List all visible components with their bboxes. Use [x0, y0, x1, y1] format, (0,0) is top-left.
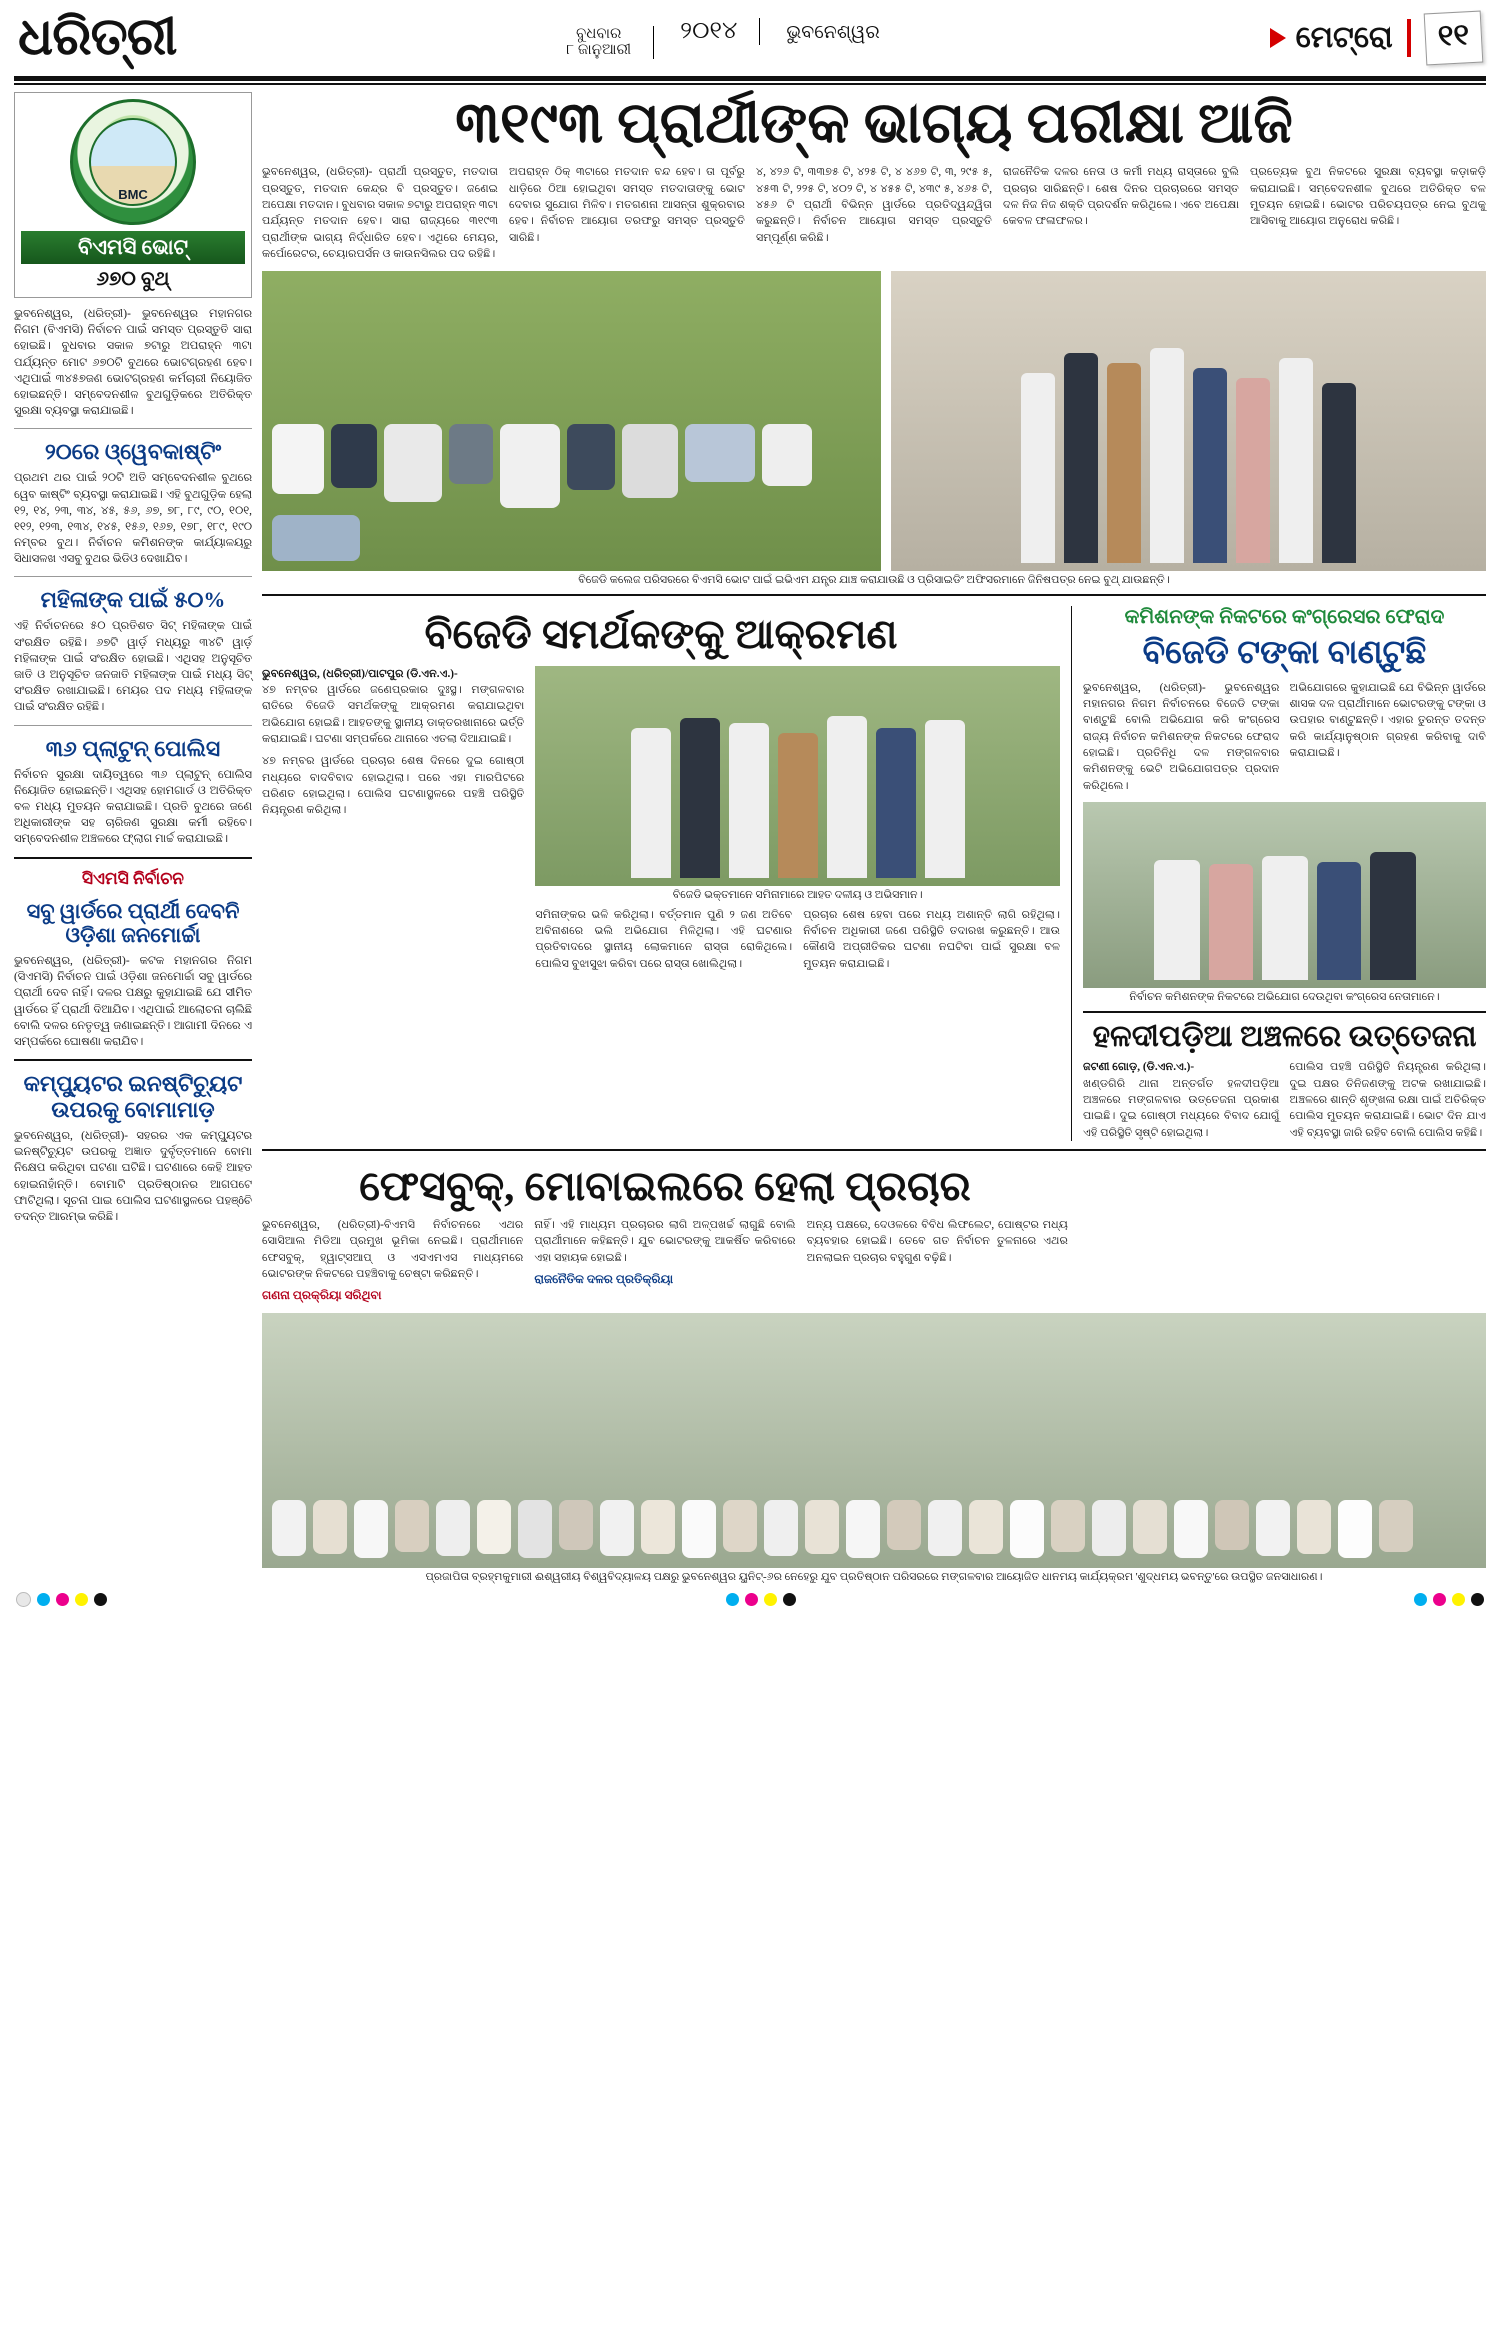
- facebook-text-1: ଭୁବନେଶ୍ୱର, (ଧରିତ୍ରୀ)-ବିଏମସି ନିର୍ବାଚନରେ ଏଥର ସୋସିଆଲ ମିଡିଆ ପ୍ରମୁଖ ଭୂମିକା ନେଇଛି। ପ୍ରାର୍ଥୀମାନେ ଫେସବୁକ୍, ହ୍ୱାଟ୍ସଆପ୍ ଓ ଏସଏମଏସ ମାଧ୍ୟମରେ ଭୋଟରଙ୍କ ନିକଟରେ ପହଞ୍ଚିବାକୁ ଚେଷ୍ଟା କରିଛନ୍ତି।: [262, 1218, 524, 1281]
- registration-marks: [14, 1584, 1486, 1611]
- photo-figures: [262, 271, 881, 571]
- photo-bjd-supporters: [535, 666, 1060, 886]
- newspaper-logo: ଧରିତ୍ରୀ: [18, 9, 177, 66]
- congress-story: [1083, 606, 1486, 1140]
- divider: [262, 1149, 1486, 1151]
- reg-dot-cyan: [726, 1593, 739, 1606]
- reg-dot-yellow: [764, 1593, 777, 1606]
- badge-subtitle: ୬୭୦ ବୁଥ୍: [96, 268, 170, 290]
- facebook-headline: ଫେସବୁକ୍, ମୋବାଇଲରେ ହେଲା ପ୍ରଚାର: [359, 1162, 971, 1209]
- congress-kicker: କମିଶନଙ୍କ ନିକଟରେ କଂଗ୍ରେସର ଫେରାଦ: [1124, 606, 1445, 629]
- left-text-3: ନିର୍ବାଚନ ସୁରକ୍ଷା ଦାୟିତ୍ୱରେ ୩୬ ପ୍ଲାଟୁନ୍ ପୋଲିସ ନିୟୋଜିତ ହୋଇଛନ୍ତି। ଏଥିସହ ହୋମଗାର୍ଡ ଓ ଅତିରିକ୍ତ ବଳ ମଧ୍ୟ ମୁତୟନ କରାଯାଇଛି। ପ୍ରତି ବୁଥରେ ଜଣେ ଅଧିକାରୀଙ୍କ ସହ ଚାରିଜଣ ସୁରକ୍ଷା କର୍ମୀ ରହିବେ। ସମ୍ବେଦନଶୀଳ ଅଞ୍ଚଳରେ ଫ୍ଲାଗ ମାର୍ଚ୍ଚ କରାଯାଇଛି।: [14, 768, 252, 846]
- photo-figures: [535, 666, 1060, 886]
- bmc-seal-icon: [70, 99, 196, 225]
- lead-text-3: ୪, ୪୨୬ ଟି, ୩୩୭୫ ଟି, ୪୨୫ ଟି, ୪ ୪୬୭ ଟି, ୩, ୨୯୫ ୫, ୪୫୩ ଟି, ୨୨୫ ଟି, ୪୦୨ ଟି, ୪ ୪୫୫ ଟି, ୪୩୯ ୫, ୪୬୫ ଟି, ୪୫୬ ଟି ପ୍ରାର୍ଥୀ ବିଭିନ୍ନ ୱାର୍ଡରେ ପ୍ରତିଦ୍ୱନ୍ଦ୍ୱିତା କରୁଛନ୍ତି। ନିର୍ବାଚନ ଆୟୋଗ ସମସ୍ତ ପ୍ରସ୍ତୁତି ସମ୍ପୂର୍ଣ୍ଣ କରିଛି।: [756, 166, 992, 244]
- bottom-photo-caption: ପ୍ରଜାପିତା ବ୍ରହ୍ମକୁମାରୀ ଈଶ୍ୱରୀୟ ବିଶ୍ୱବିଦ୍ୟାଳୟ ପକ୍ଷରୁ ଭୁବନେଶ୍ୱର ୟୁନିଟ୍-୬ର ନେହେରୁ ଯୁବ ପ୍ରତିଷ୍ଠାନ ପରିସରରେ ମଙ୍ଗଳବାର ଆୟୋଜିତ ଧାନମୟ କାର୍ଯ୍ୟକ୍ରମ 'ଶୁଦ୍ଧମୟ ଭବନ୍ତୁ'ରେ ଉପସ୍ଥିତ ଜନସାଧାରଣ।: [425, 1571, 1323, 1584]
- lead-text-5: ପ୍ରତ୍ୟେକ ବୁଥ ନିକଟରେ ସୁରକ୍ଷା ବ୍ୟବସ୍ଥା କଡ଼ାକଡ଼ି କରାଯାଇଛି। ସମ୍ବେଦନଶୀଳ ବୁଥରେ ଅତିରିକ୍ତ ବଳ ମୁତୟନ ହୋଇଛି। ଭୋଟର ପରିଚୟପତ୍ର ନେଇ ବୁଥକୁ ଆସିବାକୁ ଆୟୋଗ ଅନୁରୋଧ କରିଛି।: [1250, 166, 1486, 228]
- photo-brahmakumari-event: [262, 1313, 1486, 1568]
- left-text-2: ଏହି ନିର୍ବାଚନରେ ୫୦ ପ୍ରତିଶତ ସିଟ୍ ମହିଳାଙ୍କ ପାଇଁ ସଂରକ୍ଷିତ ରହିଛି। ୬୭ଟି ୱାର୍ଡ଼ ମଧ୍ୟରୁ ୩୪ଟି ୱାର୍ଡ଼ ମହିଳାଙ୍କ ପାଇଁ ସଂରକ୍ଷିତ ହୋଇଛି। ଏଥିସହ ଅନୁସୂଚିତ ଜାତି ଓ ଅନୁସୂଚିତ ଜନଜାତି ମହିଳାଙ୍କ ପାଇଁ ମଧ୍ୟ ସିଟ୍ ସଂରକ୍ଷିତ ରଖାଯାଇଛି। ମେୟର ପଦ ମଧ୍ୟ ମହିଳାଙ୍କ ପାଇଁ ସଂରକ୍ଷିତ ରହିଛି।: [14, 620, 252, 714]
- photo-congress-delegation: [1083, 802, 1486, 988]
- facebook-columns: [262, 1217, 1068, 1303]
- photo-figures: [891, 271, 1486, 571]
- attack-text-2: ୪୭ ନମ୍ବର ୱାର୍ଡରେ ପ୍ରଚାର ଶେଷ ଦିନରେ ଦୁଇ ଗୋଷ୍ଠୀ ମଧ୍ୟରେ ବାଦବିବାଦ ହୋଇଥିଲା। ପରେ ଏହା ମାରପିଟରେ ପରିଣତ ହୋଇଥିଲା। ପୋଲିସ ଘଟଣାସ୍ଥଳରେ ପହଞ୍ଚି ପରିସ୍ଥିତି ନିୟନ୍ତ୍ରଣ କରିଥିଲା।: [262, 755, 525, 817]
- photo-row-1: [262, 271, 1486, 571]
- lead-text-2: ଅପରାହ୍ନ ଠିକ୍ ୩ଟାରେ ମତଦାନ ବନ୍ଦ ହେବ। ତା ପୂର୍ବରୁ ଧାଡ଼ିରେ ଠିଆ ହୋଇଥିବା ସମସ୍ତ ମତଦାତାଙ୍କୁ ଭୋଟ ଦେବାର ସୁଯୋଗ ମିଳିବ। ମତଗଣନା ଆସନ୍ତା ଶୁକ୍ରବାର ହେବ। ନିର୍ବାଚନ ଆୟୋଗ ତରଫରୁ ସମସ୍ତ ପ୍ରସ୍ତୁତି ସାରିଛି।: [509, 166, 745, 244]
- haldipadia-text-2: ପୋଲିସ ପହଞ୍ଚି ପରିସ୍ଥିତି ନିୟନ୍ତ୍ରଣ କରିଥିଲା। ଦୁଇ ପକ୍ଷର ତିନିଜଣଙ୍କୁ ଅଟକ ରଖାଯାଇଛି। ଅଞ୍ଚଳରେ ଶାନ୍ତି ଶୃଙ୍ଖଳା ରକ୍ଷା ପାଇଁ ଅତିରିକ୍ତ ପୋଲିସ ମୁତୟନ କରାଯାଇଛି। ଭୋଟ ଦିନ ଯାଏ ଏହି ବ୍ୟବସ୍ଥା ଜାରି ରହିବ ବୋଲି ପୋଲିସ କହିଛି।: [1289, 1061, 1486, 1139]
- lead-col-1: [262, 164, 498, 262]
- page-body: [14, 92, 1486, 1584]
- congress-headline: ବିଜେଡି ଟଙ୍କା ବାଣ୍ଟୁଛି: [1142, 635, 1427, 672]
- attack-headline: ବିଜେଡି ସମର୍ଥକଙ୍କୁ ଆକ୍ରମଣ: [424, 611, 898, 658]
- main-column: [262, 92, 1486, 1584]
- photo-officers-walking: [891, 271, 1486, 571]
- reg-dot-magenta: [745, 1593, 758, 1606]
- attack-text-1: ୪୭ ନମ୍ବର ୱାର୍ଡରେ ଜଣେପ୍ରକାର ଦୁଃସ୍ଥ। ମଙ୍ଗଳବାର ରାତିରେ ବିଜେଡି ସମର୍ଥକଙ୍କୁ ଆକ୍ରମଣ କରାଯାଇଥିବା ଅଭିଯୋଗ ହୋଇଛି। ଆହତଙ୍କୁ ସ୍ଥାନୀୟ ଡାକ୍ତରଖାନାରେ ଭର୍ତ୍ତି କରାଯାଇଛି। ଘଟଣା ସମ୍ପର୍କରେ ଥାନାରେ ଏତଲା ଦିଆଯାଇଛି।: [262, 683, 525, 745]
- left-column: [14, 92, 252, 1584]
- bmc-badge: [14, 92, 252, 298]
- photo-evm-check: [262, 271, 881, 571]
- left-head-1: ୨୦ରେ ଓ୍ୱେବକାଷ୍ଟିଂ: [44, 439, 222, 465]
- masthead: [14, 0, 1486, 72]
- masthead-rule-thin: [14, 83, 1486, 85]
- publication-daymonth: ୮ ଜାନୁଆରୀ: [566, 42, 632, 58]
- congress-photo-caption: ନିର୍ବାଚନ କମିଶନଙ୍କ ନିକଟରେ ଅଭିଯୋଗ ଦେଉଥିବା କଂଗ୍ରେସ ନେତାମାନେ।: [1129, 991, 1440, 1004]
- left-kicker-4: ସିଏମସି ନିର୍ବାଚନ: [81, 868, 185, 888]
- photo-caption-1: ବିଜେଡି କଲେଜ ପରିସରରେ ବିଏମସି ଭୋଟ ପାଇଁ ଇଭିଏମ ଯନ୍ତ୍ର ଯାଞ୍ଚ କରାଯାଉଛି ଓ ପ୍ରିସାଇଡିଂ ଅଫିସରମାନେ ଜିନିଷପତ୍ର ନେଇ ବୁଥ୍ ଯାଉଛନ୍ତି।: [578, 574, 1170, 587]
- reg-dot-magenta: [1433, 1593, 1446, 1606]
- publication-year: ୨୦୧୪: [680, 18, 760, 45]
- reg-dot: [16, 1592, 31, 1607]
- facebook-text-2: ନାହିଁ। ଏହି ମାଧ୍ୟମ ପ୍ରଚାରର ଲାଗି ଅଳ୍ପଖର୍ଚ୍ଚ ଲାଗୁଛି ବୋଲି ପ୍ରାର୍ଥୀମାନେ କହିଛନ୍ତି। ଯୁବ ଭୋଟରଙ୍କୁ ଆକର୍ଷିତ କରିବାରେ ଏହା ସହାୟକ ହୋଇଛି।: [534, 1218, 796, 1264]
- red-divider: [1407, 19, 1411, 57]
- left-intro-text: ଭୁବନେଶ୍ୱର, (ଧରିତ୍ରୀ)- ଭୁବନେଶ୍ୱର ମହାନଗର ନିଗମ (ବିଏମସି) ନିର୍ବାଚନ ପାଇଁ ସମସ୍ତ ପ୍ରସ୍ତୁତି ସାରା ହୋଇଛି। ବୁଧବାର ସକାଳ ୭ଟାରୁ ଅପରାହ୍ନ ୩ଟା ପର୍ଯ୍ୟନ୍ତ ମୋଟ ୬୭୦ଟି ବୁଥରେ ଭୋଟଗ୍ରହଣ ହେବ। ଏଥିପାଇଁ ୩୪୫୭ଜଣ ଭୋଟଗ୍ରହଣ କର୍ମଚାରୀ ନିୟୋଜିତ ହୋଇଛନ୍ତି। ସମ୍ବେଦନଶୀଳ ବୁଥଗୁଡ଼ିକରେ ଅତିରିକ୍ତ ସୁରକ୍ଷା ବ୍ୟବସ୍ଥା କରାଯାଇଛି।: [14, 308, 252, 418]
- congress-text-1: ଭୁବନେଶ୍ୱର, (ଧରିତ୍ରୀ)- ଭୁବନେଶ୍ୱର ମହାନଗର ନିଗମ ନିର୍ବାଚନରେ ବିଜେଡି ଟଙ୍କା ବାଣ୍ଟୁଛି ବୋଲି ଅଭିଯୋଗ କରି କଂଗ୍ରେସ ରାଜ୍ୟ ନିର୍ବାଚନ କମିଶନଙ୍କ ନିକଟରେ ଫେରାଦ ହୋଇଛି। ପ୍ରତିନିଧି ଦଳ ମଙ୍ଗଳବାର କମିଶନଙ୍କୁ ଭେଟି ଅଭିଯୋଗପତ୍ର ପ୍ରଦାନ କରିଥିଲେ।: [1083, 681, 1280, 792]
- reg-dot-yellow: [1452, 1593, 1465, 1606]
- photo-figures: [1083, 802, 1486, 988]
- lead-col-2: [509, 164, 745, 262]
- attack-columns: [262, 666, 1060, 972]
- haldipadia-dateline: ଜଟଣୀ ଗୋଡ଼, (ଡି.ଏନ.ଏ.)-: [1083, 1061, 1195, 1074]
- attack-text-4: ପ୍ରଚାର ଶେଷ ହେବା ପରେ ମଧ୍ୟ ଅଶାନ୍ତି ଲାଗି ରହିଥିଲା। ନିର୍ବାଚନ ଅଧିକାରୀ ଜଣେ ପରିସ୍ଥିତି ତଦାରଖ କରୁଛନ୍ତି। ଆଉ କୌଣସି ଅପ୍ରୀତିକର ଘଟଣା ନଘଟିବା ପାଇଁ ସୁରକ୍ଷା ବଳ ମୁତୟନ କରାଯାଇଛି।: [803, 908, 1061, 970]
- left-head-2: ମହିଳାଙ୍କ ପାଇଁ ୫୦%: [40, 587, 226, 613]
- attack-text-3: ସମିନାଙ୍କର ଭଳି କରିଥିଲା। ବର୍ତ୍ତମାନ ପୁଣି ୨ ଜଣ ଅତିବେ ଅବିନାଶରେ ଭଲି ଅଭିଯୋଗ ମିଳିଥିଲା। ଏହି ଘଟଣାର ପ୍ରତିବାଦରେ ସ୍ଥାନୀୟ ଲୋକମାନେ ରାସ୍ତା ରୋକିଥିଲେ। ପୋଲିସ ବୁଝାସୁଝା କରିବା ପରେ ରାସ୍ତା ଖୋଲିଥିଲା।: [535, 908, 793, 970]
- mid-section: [262, 606, 1486, 1140]
- publication-city: ଭୁବନେଶ୍ୱର: [786, 21, 880, 43]
- publication-date: [566, 26, 654, 59]
- reg-dot-cyan: [37, 1593, 50, 1606]
- masthead-center: [566, 18, 880, 59]
- lead-text-4: ରାଜନୈତିକ ଦଳର ନେତା ଓ କର୍ମୀ ମଧ୍ୟ ରାସ୍ତାରେ ବୁଲି ପ୍ରଚାର ସାରିଛନ୍ତି। ଶେଷ ଦିନର ପ୍ରଚାରରେ ସମସ୍ତ ଦଳ ନିଜ ନିଜ ଶକ୍ତି ପ୍ରଦର୍ଶନ କରିଥିଲେ। ଏବେ ଅପେକ୍ଷା କେବଳ ଫଳାଫଳର।: [1003, 166, 1239, 228]
- left-text-4: ଭୁବନେଶ୍ୱର, (ଧରିତ୍ରୀ)- କଟକ ମହାନଗର ନିଗମ (ସିଏମସି) ନିର୍ବାଚନ ପାଇଁ ଓଡ଼ିଶା ଜନମୋର୍ଚ୍ଚା ସବୁ ୱାର୍ଡରେ ପ୍ରାର୍ଥୀ ଦେବ ନାହିଁ। ଦଳର ପକ୍ଷରୁ କୁହାଯାଇଛି ଯେ ସୀମିତ ୱାର୍ଡରେ ହିଁ ପ୍ରାର୍ଥୀ ଦିଆଯିବ। ଏଥିପାଇଁ ଆଲୋଚନା ଚାଲିଛି ବୋଲି ଦଳର ନେତୃତ୍ୱ ଜଣାଇଛନ୍ତି। ଆଗାମୀ ଦିନରେ ଏ ସମ୍ପର୍କରେ ଘୋଷଣା କରାଯିବ।: [14, 955, 252, 1048]
- reg-dot-black: [783, 1593, 796, 1606]
- divider: [14, 428, 252, 429]
- facebook-subhead-2: ରାଜନୈତିକ ଦଳର ପ୍ରତିକ୍ରିୟା: [534, 1272, 674, 1287]
- main-headline: ୩୧୯୩ ପ୍ରାର୍ଥୀଙ୍କ ଭାଗ୍ୟ ପରୀକ୍ଷା ଆଜି: [455, 92, 1293, 155]
- left-head-4: ସବୁ ୱାର୍ଡରେ ପ୍ରାର୍ଥୀ ଦେବନି ଓଡ଼ିଶା ଜନମୋର୍ଚ୍ଚା: [26, 898, 240, 948]
- lead-story-columns: [262, 164, 1486, 262]
- haldipadia-headline: ହଳଦୀପଡ଼ିଆ ଅଞ୍ଚଳରେ ଉତ୍ତେଜନା: [1092, 1020, 1477, 1054]
- divider: [14, 576, 252, 577]
- masthead-rule-thick: [14, 76, 1486, 81]
- reg-dot-magenta: [56, 1593, 69, 1606]
- attack-photo-caption: ବିଜେଡି ଭକ୍ତମାନେ ସମିନାମାରେ ଆହତ ଦଳୀୟ ଓ ଅଭିସମାନ।: [672, 888, 923, 901]
- badge-title: ବିଏମସି ଭୋଟ୍: [21, 231, 245, 264]
- page-number: ୧୧: [1423, 11, 1483, 66]
- divider: [14, 725, 252, 726]
- divider: [262, 594, 1486, 596]
- attack-col-1: [262, 666, 524, 972]
- left-head-3: ୩୬ ପ୍ଲାଟୁନ୍ ପୋଲିସ: [45, 735, 221, 761]
- haldipadia-text-1: ଖଣ୍ଡଗିରି ଥାନା ଅନ୍ତର୍ଗତ ହଳଦୀପଡ଼ିଆ ଅଞ୍ଚଳରେ ମଙ୍ଗଳବାର ଉତ୍ତେଜନା ପ୍ରକାଶ ପାଇଛି। ଦୁଇ ଗୋଷ୍ଠୀ ମଧ୍ୟରେ ବିବାଦ ଯୋଗୁଁ ଏହି ପରିସ୍ଥିତି ସୃଷ୍ଟି ହୋଇଥିଲା।: [1083, 1077, 1280, 1139]
- facebook-section: [262, 1158, 1486, 1303]
- left-head-5: କମ୍ପ୍ୟୁଟର ଇନଷ୍ଟିଚ୍ୟୁଟ ଉପରକୁ ବୋମାମାଡ଼: [23, 1071, 243, 1123]
- seal-abbr: BMC: [118, 187, 148, 202]
- publication-day: ବୁଧବାର: [576, 25, 622, 42]
- section-label: [1270, 21, 1393, 55]
- congress-text-2: ଅଭିଯୋଗରେ କୁହାଯାଇଛି ଯେ ବିଭିନ୍ନ ୱାର୍ଡରେ ଶାସକ ଦଳ ପ୍ରାର୍ଥୀମାନେ ଭୋଟରଙ୍କୁ ଟଙ୍କା ଓ ଉପହାର ବାଣ୍ଟୁଛନ୍ତି। ଏହାର ତୁରନ୍ତ ତଦନ୍ତ କରି କାର୍ଯ୍ୟାନୁଷ୍ଠାନ ଗ୍ରହଣ କରିବାକୁ ଦାବି କରାଯାଇଛି।: [1289, 681, 1486, 760]
- attack-story: [262, 606, 1060, 1140]
- masthead-right: [1270, 12, 1482, 64]
- lead-col-5: [1250, 164, 1486, 262]
- lead-text-1: ଭୁବନେଶ୍ୱର, (ଧରିତ୍ରୀ)- ପ୍ରାର୍ଥୀ ପ୍ରସ୍ତୁତ, ମତଦାତା ପ୍ରସ୍ତୁତ, ମତଦାନ କେନ୍ଦ୍ର ବି ପ୍ରସ୍ତୁତ। ଜଣେଇ ଅପେକ୍ଷା ମତଦାନ। ବୁଧବାର ସକାଳ ୭ଟାରୁ ଅପରାହ୍ନ ୩ଟା ପର୍ଯ୍ୟନ୍ତ ମତଦାନ ହେବ। ସାରା ରାଜ୍ୟରେ ୩୧୯୩ ପ୍ରାର୍ଥୀଙ୍କ ଭାଗ୍ୟ ନିର୍ଦ୍ଧାରିତ ହେବ। ଏଥିରେ ମେୟର, କର୍ପୋରେଟର, ଚେୟାରପର୍ସନ ଓ କାଉନସିଲର ପଦ ରହିଛି।: [262, 166, 498, 261]
- reg-dot-black: [94, 1593, 107, 1606]
- divider: [14, 857, 252, 859]
- left-text-1: ପ୍ରଥମ ଥର ପାଇଁ ୨୦ଟି ଅତି ସମ୍ବେଦନଶୀଳ ବୁଥରେ ୱେବ କାଷ୍ଟିଂ ବ୍ୟବସ୍ଥା କରାଯାଇଛି। ଏହି ବୁଥଗୁଡ଼ିକ ହେଲା ୧୨, ୧୪, ୨୩, ୩୪, ୪୫, ୫୬, ୬୭, ୭୮, ୮୯, ୯୦, ୧୦୧, ୧୧୨, ୧୨୩, ୧୩୪, ୧୪୫, ୧୫୬, ୧୬୭, ୧୭୮, ୧୮୯, ୧୯୦ ନମ୍ବର ବୁଥ। ନିର୍ବାଚନ କମିଶନଙ୍କ କାର୍ଯ୍ୟାଳୟରୁ ସିଧାସଳଖ ଏସବୁ ବୁଥର ଭିଡିଓ ଦେଖାଯିବ।: [14, 472, 252, 566]
- attack-dateline: ଭୁବନେଶ୍ୱର, (ଧରିତ୍ରୀ)/ପାଟପୁର (ଡି.ଏନ.ଏ.)-: [262, 667, 458, 680]
- reg-dot-yellow: [75, 1593, 88, 1606]
- play-triangle-icon: [1270, 28, 1286, 48]
- attack-photo-col: [535, 666, 1060, 972]
- vertical-divider: [1071, 606, 1072, 1140]
- lead-col-3: [756, 164, 992, 262]
- reg-dot-cyan: [1414, 1593, 1427, 1606]
- facebook-subhead-1: ଗଣନା ପ୍ରକ୍ରିୟା ସରିଥିବା: [262, 1288, 382, 1303]
- divider: [1083, 1011, 1486, 1013]
- lead-col-4: [1003, 164, 1239, 262]
- divider: [14, 1059, 252, 1061]
- section-name: ମେଟ୍ରୋ: [1295, 21, 1393, 54]
- photo-audience: [262, 1313, 1486, 1568]
- facebook-text-3: ଅନ୍ୟ ପକ୍ଷରେ, ଦେଓଳରେ ବିବିଧ ଲିଫଲେଟ, ପୋଷ୍ଟର ମଧ୍ୟ ବ୍ୟବହାର ହୋଇଛି। ତେବେ ଗତ ନିର୍ବାଚନ ତୁଳନାରେ ଏଥର ଅନଲାଇନ ପ୍ରଚାର ବହୁଗୁଣ ବଢ଼ିଛି।: [806, 1218, 1068, 1264]
- left-text-5: ଭୁବନେଶ୍ୱର, (ଧରିତ୍ରୀ)- ସହରର ଏକ କମ୍ପ୍ୟୁଟର ଇନଷ୍ଟିଚ୍ୟୁଟ ଉପରକୁ ଅଜ୍ଞାତ ଦୁର୍ବୃତ୍ତମାନେ ବୋମା ନିକ୍ଷେପ କରିଥିବା ଘଟଣା ଘଟିଛି। ଘଟଣାରେ କେହି ଆହତ ହୋଇନାହାଁନ୍ତି। ବୋମାଟି ପ୍ରତିଷ୍ଠାନର ଆଗପଟେ ଫାଟିଥିଲା। ସୂଚନା ପାଇ ପୋଲିସ ଘଟଣାସ୍ଥଳରେ ପହଞ୍ôଚି ତଦନ୍ତ ଆରମ୍ଭ କରିଛି।: [14, 1130, 252, 1223]
- reg-dot-black: [1471, 1593, 1484, 1606]
